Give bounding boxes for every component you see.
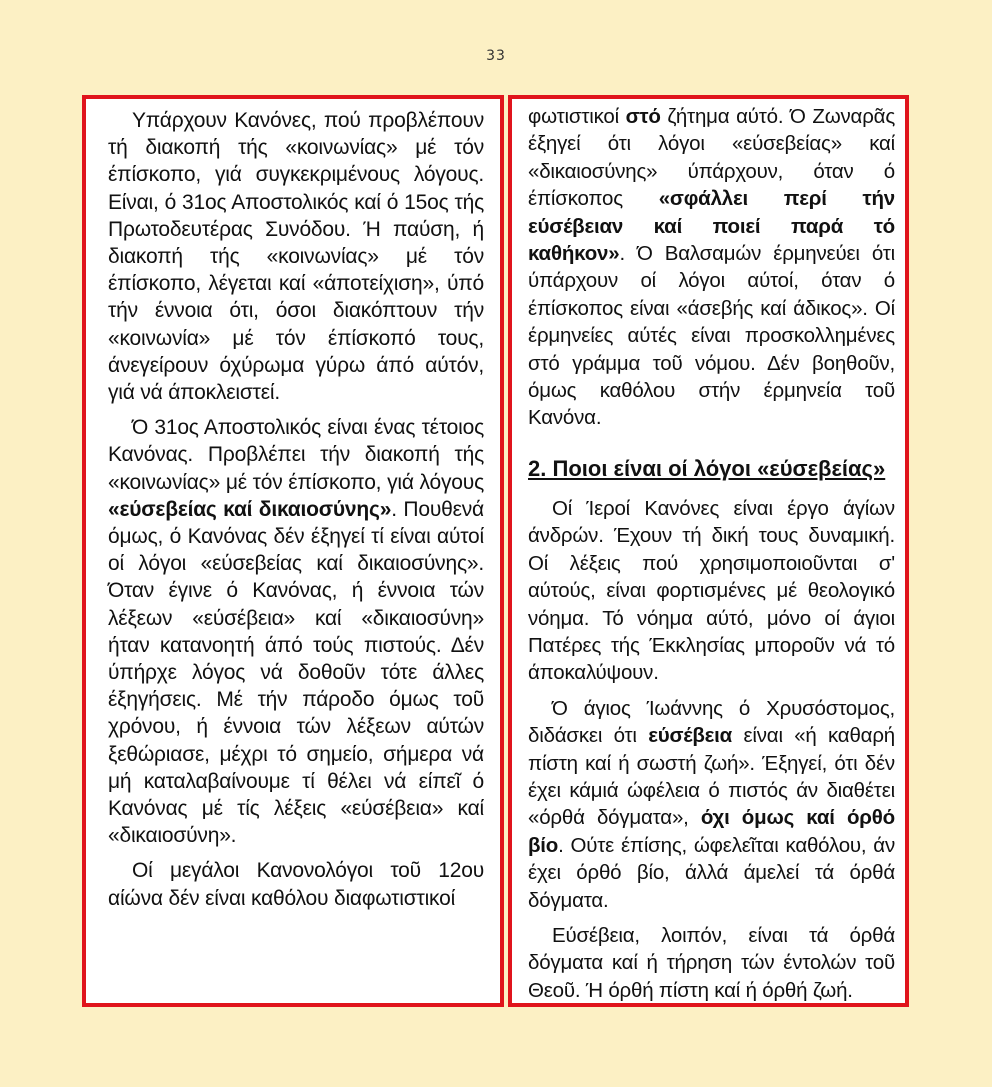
bold-text-run: εύσέβεια xyxy=(648,724,733,748)
text-run: φωτιστικοί xyxy=(528,105,626,128)
text-run: Υπάρχουν Κανόνες, πού προβλέπουν τή διακοπή τής «κοινωνίας» μέ τόν έπίσκοπο, γιά συγκεκριμένους λόγους. Είναι, ό 31ος Αποστολικός καί ό 15ος τής Πρωτοδευτέρας Συνόδου. Ή παύση, ή διακοπή τής «κοινωνίας» μέ τόν έπίσκοπο, λέγεται καί «άποτείχιση», ύπό τήν έννοια ότι, όσοι διακόπτουν τήν «κοινωνία» μέ τόν έπίσκοπό τους, άνεγείρουν όχύρωμα γύρω άπό αύτόν, γιά νά άποκλειστεί. xyxy=(108,109,484,405)
body-paragraph xyxy=(108,107,484,406)
text-run: ζήτημα αύτό. Ό Ζωναρᾶς έξηγεί ότι λόγοι «εύσεβείας» καί «δικαιοσύνης» ύπάρχουν, όταν ό έπίσκοπος xyxy=(528,105,895,211)
text-run: Οί Ίεροί Κανόνες είναι έργο άγίων άνδρών. Έχουν τή δική τους δυναμική. Οί λέξεις πού χρησιμοποιοῦνται σ' αύτούς, είναι φορτισμένες μέ θεολογικό νόημα. Τό νόημα αύτό, μόνο οί άγιοι Πατέρες τής Έκκλησίας μποροῦν νά τό άποκαλύψουν. xyxy=(528,496,895,685)
body-paragraph xyxy=(528,922,895,1004)
body-paragraph xyxy=(108,414,484,849)
bold-text-run: «σφάλλει περί τήν εύσέβειαν καί ποιεί παρά τό καθήκον» xyxy=(528,187,895,266)
text-run: Ό άγιος Ίωάννης ό Χρυσόστομος, διδάσκει ότι xyxy=(528,696,895,748)
text-run: Οί μεγάλοι Κανονολόγοι τοῦ 12ου αίώνα δέν είναι καθόλου διαφωτιστικοί xyxy=(108,859,484,910)
body-paragraph xyxy=(528,495,895,687)
text-run: . Ό Βαλσαμών έρμηνεύει ότι ύπάρχουν οί λόγοι αύτοί, όταν ό έπίσκοπος είναι «άσεβής καί άδικος». Οί έρμηνείες αύτές είναι προσκολλημένες στό γράμμα τοῦ νόμου. Δέν βοηθοῦν, όμως καθόλου στήν έρμηνεία τοῦ Κανόνα. xyxy=(528,242,895,430)
left-column xyxy=(82,95,504,1007)
text-run: Εύσέβεια, λοιπόν, είναι τά όρθά δόγματα καί ή τήρηση τών έντολών τοῦ Θεοῦ. Ή όρθή πίστη καί ή όρθή ζωή. xyxy=(528,923,895,1002)
bold-text-run: στό xyxy=(625,105,661,128)
bold-text-run: «εύσεβείας καί δικαιοσύνης» xyxy=(108,497,392,521)
right-column-text xyxy=(528,495,895,1004)
right-column-intro-paragraph xyxy=(528,103,895,432)
text-run: Ό 31ος Αποστολικός είναι ένας τέτοιος Κανόνας. Προβλέπει τήν διακοπή τής «κοινωνίας» μέ τόν έπίσκοπο, γιά λόγους xyxy=(108,416,484,494)
body-paragraph xyxy=(108,857,484,911)
page-number: 33 xyxy=(486,48,506,64)
text-run: . Πουθενά όμως, ό Κανόνας δέν έξηγεί τί είναι αύτοί οί λόγοι «εύσεβείας καί δικαιοσύνης». Όταν έγινε ό Κανόνας, ή έννοια τών λέξεων «εύσέβεια» καί «δικαιοσύνη» ήταν κατανοητή άπό τούς πιστούς. Δέν ύπήρχε λόγος νά δοθοῦν τότε άλλες έξηγήσεις. Μέ τήν πάροδο όμως τοῦ χρόνου, ή έννοια τών λέξεων αύτών ξεθώριασε, μέχρι τό σημείο, σήμερα νά μή καταλαβαίνουμε τί θέλει νά είπεῖ ό Κανόνας μέ τίς λέξεις «εύσέβεια» καί «δικαιοσύνη». xyxy=(108,497,484,848)
text-run: είναι «ή καθαρή πίστη καί ή σωστή ζωή». Έξηγεί, ότι δέν έχει κάμιά ώφέλεια ό πιστός άν διαθέτει «όρθά δόγματα», xyxy=(528,724,895,830)
left-column-text xyxy=(108,107,484,912)
body-paragraph xyxy=(528,695,895,914)
right-column xyxy=(508,95,909,1007)
text-run: . Ούτε έπίσης, ώφελεῖται καθόλου, άν έχει όρθό βίο, άλλά άμελεί τά όρθά δόγματα. xyxy=(528,833,895,912)
section-heading: 2. Ποιοι είναι οί λόγοι «εύσεβείας» xyxy=(528,455,886,481)
bold-text-run: όχι όμως καί όρθό βίο xyxy=(528,806,895,857)
